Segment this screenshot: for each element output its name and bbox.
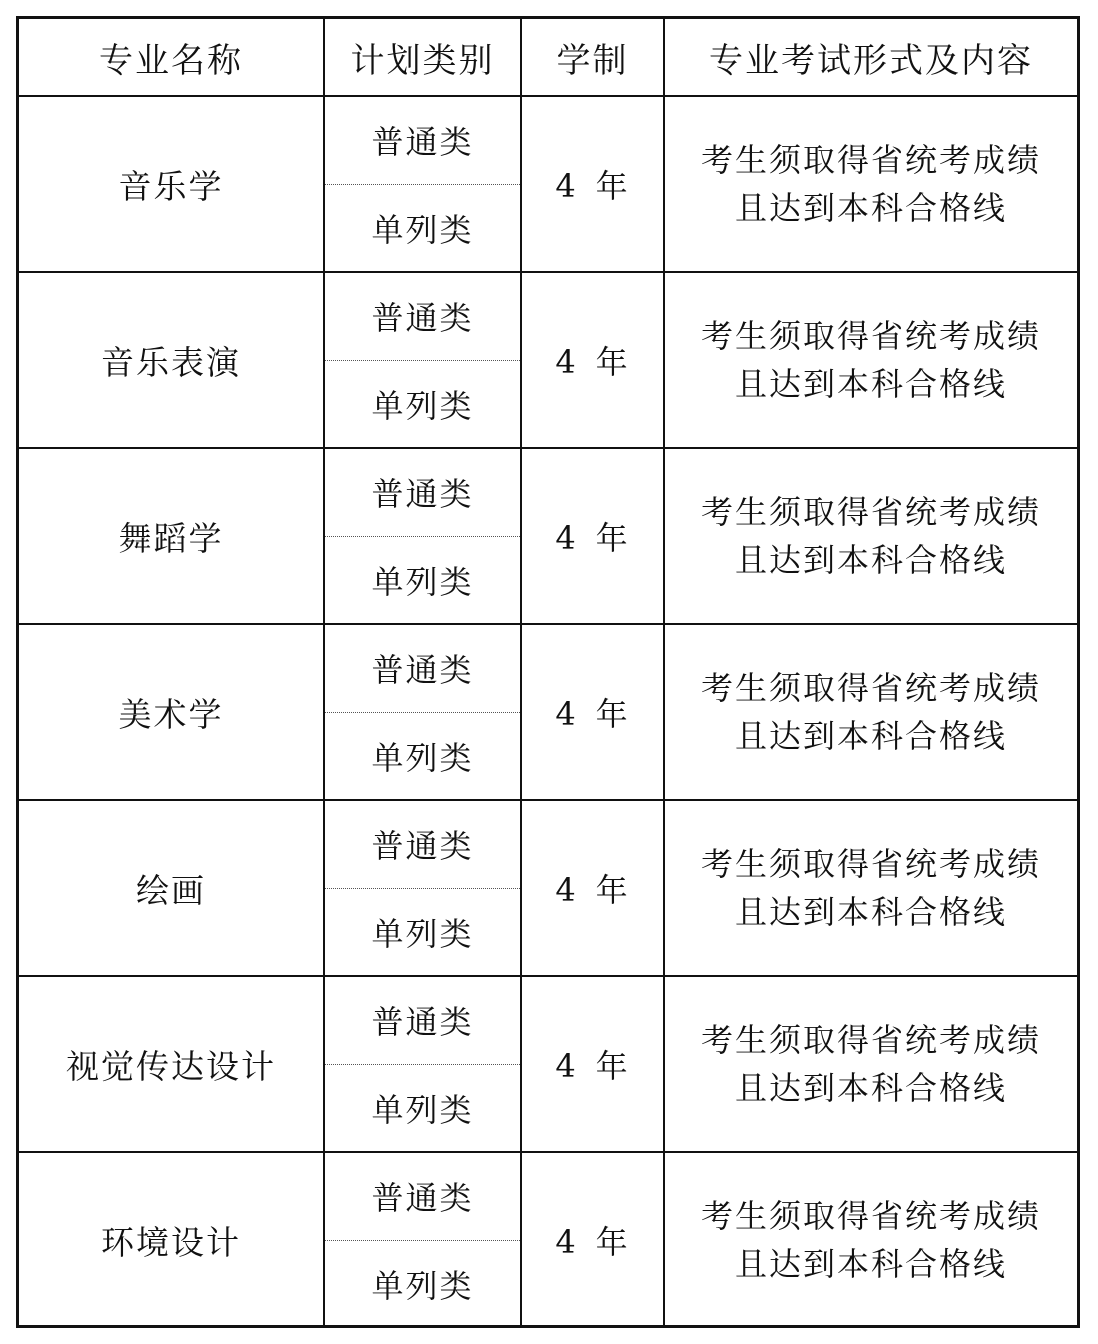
plan-type-cell <box>324 96 521 272</box>
exam-cell <box>664 624 1077 800</box>
plan-type-cell <box>324 624 521 800</box>
admissions-table-container <box>16 16 1080 1328</box>
duration-unit: 年 <box>595 343 630 381</box>
header-row <box>19 19 1077 96</box>
duration-number: 4 <box>555 871 578 909</box>
exam-line-1: 考生须取得省统考成绩 <box>700 1021 1041 1059</box>
major-name-cell: 视觉传达设计 <box>19 976 324 1152</box>
exam-line-1: 考生须取得省统考成绩 <box>700 141 1041 179</box>
plan-type-separate: 单列类 <box>371 914 474 953</box>
plan-type-general: 普通类 <box>325 449 520 537</box>
header-duration: 学制 <box>521 19 664 96</box>
plan-type-separate: 单列类 <box>371 1090 474 1129</box>
table-row <box>19 976 1077 1152</box>
major-name-cell: 音乐学 <box>19 96 324 272</box>
plan-type-general: 普通类 <box>325 1153 520 1241</box>
plan-type-stack <box>325 97 520 271</box>
plan-type-separate: 单列类 <box>371 738 474 777</box>
plan-type-stack <box>325 801 520 975</box>
exam-cell <box>664 1152 1077 1327</box>
plan-type-stack <box>325 1153 520 1327</box>
major-name-cell: 舞蹈学 <box>19 448 324 624</box>
exam-cell <box>664 800 1077 976</box>
exam-line-1: 考生须取得省统考成绩 <box>700 317 1041 355</box>
major-name-cell: 绘画 <box>19 800 324 976</box>
exam-cell <box>664 448 1077 624</box>
major-name-cell: 音乐表演 <box>19 272 324 448</box>
duration-cell <box>521 800 664 976</box>
duration-number: 4 <box>555 167 578 205</box>
plan-type-separate: 单列类 <box>371 386 474 425</box>
duration-number: 4 <box>555 519 578 557</box>
exam-cell <box>664 272 1077 448</box>
plan-type-separate: 单列类 <box>371 1266 474 1305</box>
exam-line-1: 考生须取得省统考成绩 <box>700 669 1041 707</box>
duration-cell <box>521 96 664 272</box>
duration-unit: 年 <box>595 1223 630 1261</box>
plan-type-cell <box>324 976 521 1152</box>
header-plan-type: 计划类别 <box>324 19 521 96</box>
plan-type-cell <box>324 800 521 976</box>
duration-unit: 年 <box>595 871 630 909</box>
table-row <box>19 800 1077 976</box>
plan-type-general: 普通类 <box>325 273 520 361</box>
plan-type-cell <box>324 1152 521 1327</box>
duration-number: 4 <box>555 1047 578 1085</box>
duration-cell <box>521 272 664 448</box>
duration-cell <box>521 624 664 800</box>
plan-type-stack <box>325 625 520 799</box>
plan-type-stack <box>325 273 520 447</box>
duration-unit: 年 <box>595 519 630 557</box>
header-exam: 专业考试形式及内容 <box>664 19 1077 96</box>
plan-type-cell <box>324 272 521 448</box>
duration-cell <box>521 448 664 624</box>
plan-type-general: 普通类 <box>325 625 520 713</box>
plan-type-general: 普通类 <box>325 801 520 889</box>
exam-cell <box>664 976 1077 1152</box>
duration-cell <box>521 976 664 1152</box>
exam-line-2: 且达到本科合格线 <box>734 189 1007 227</box>
table-header <box>19 19 1077 96</box>
exam-line-2: 且达到本科合格线 <box>734 717 1007 755</box>
exam-line-1: 考生须取得省统考成绩 <box>700 493 1041 531</box>
duration-unit: 年 <box>595 167 630 205</box>
exam-line-2: 且达到本科合格线 <box>734 1245 1007 1283</box>
duration-number: 4 <box>555 695 578 733</box>
duration-number: 4 <box>555 343 578 381</box>
table-row <box>19 624 1077 800</box>
plan-type-separate: 单列类 <box>371 210 474 249</box>
exam-cell <box>664 96 1077 272</box>
exam-line-1: 考生须取得省统考成绩 <box>700 1197 1041 1235</box>
major-name-cell: 环境设计 <box>19 1152 324 1327</box>
plan-type-stack <box>325 977 520 1151</box>
exam-line-2: 且达到本科合格线 <box>734 541 1007 579</box>
exam-line-2: 且达到本科合格线 <box>734 893 1007 931</box>
table-row <box>19 448 1077 624</box>
exam-line-1: 考生须取得省统考成绩 <box>700 845 1041 883</box>
plan-type-separate: 单列类 <box>371 562 474 601</box>
table-row <box>19 96 1077 272</box>
duration-unit: 年 <box>595 1047 630 1085</box>
header-major: 专业名称 <box>19 19 324 96</box>
table-row <box>19 272 1077 448</box>
plan-type-stack <box>325 449 520 623</box>
exam-line-2: 且达到本科合格线 <box>734 365 1007 403</box>
plan-type-cell <box>324 448 521 624</box>
duration-cell <box>521 1152 664 1327</box>
duration-unit: 年 <box>595 695 630 733</box>
exam-line-2: 且达到本科合格线 <box>734 1069 1007 1107</box>
major-table <box>19 19 1077 1327</box>
table-row <box>19 1152 1077 1327</box>
duration-number: 4 <box>555 1223 578 1261</box>
plan-type-general: 普通类 <box>325 977 520 1065</box>
major-name-cell: 美术学 <box>19 624 324 800</box>
plan-type-general: 普通类 <box>325 97 520 185</box>
table-body <box>19 96 1077 1327</box>
